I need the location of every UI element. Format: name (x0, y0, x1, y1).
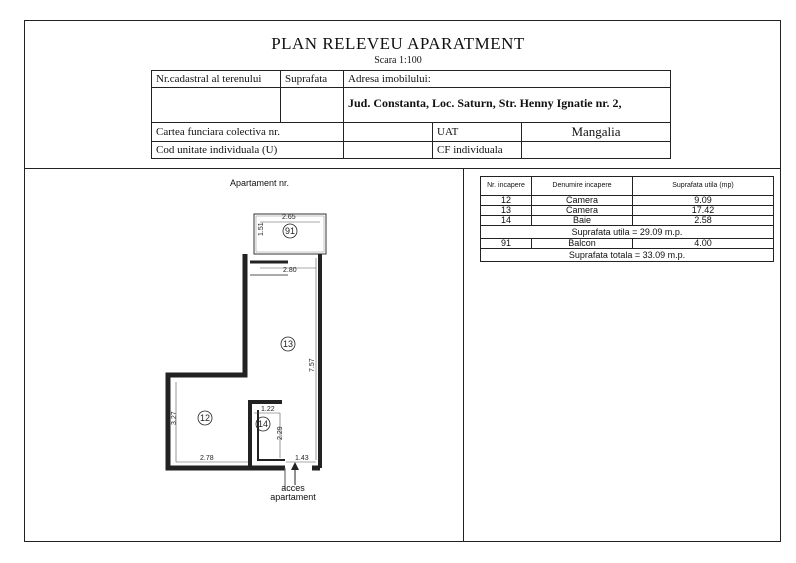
room-label-13: 13 (283, 339, 294, 349)
room-label-91: 91 (285, 226, 296, 236)
dim-label-757: 7.57 (309, 358, 316, 372)
cell-area: 17.42 (633, 206, 774, 216)
uat-label: UAT (433, 123, 522, 142)
col-header-name: Denumire incapere (532, 177, 633, 196)
room-label-12: 12 (200, 413, 211, 423)
col-header-nr: Nr. incapere (481, 177, 532, 196)
room-table-header (481, 177, 774, 196)
col-header-area: Suprafata utila (mp) (633, 177, 774, 196)
cell-nr: 12 (481, 196, 532, 206)
page-title: PLAN RELEVEU APARATMENT (271, 34, 525, 53)
dim-label-229: 2.29 (277, 426, 284, 440)
dim-label-278: 2.78 (200, 455, 214, 462)
dim-label-265: 2.65 (282, 214, 296, 221)
uat-value: Mangalia (522, 123, 671, 142)
cell-nr: 14 (481, 216, 532, 226)
cell-area: 9.09 (633, 196, 774, 206)
table-row (481, 216, 774, 226)
table-row (481, 239, 774, 249)
dim-label-143: 1.43 (295, 455, 309, 462)
dim-label-151: 1.51 (258, 222, 265, 236)
table-row (481, 206, 774, 216)
cell-name: Baie (532, 216, 633, 226)
table-row (481, 196, 774, 206)
cell-nr: 91 (481, 239, 532, 249)
dim-label-327: 3.27 (171, 411, 178, 425)
access-label (268, 484, 318, 502)
dim-label-280: 2.80 (283, 267, 297, 274)
room-areas-table (480, 176, 774, 262)
cell-area: 4.00 (633, 239, 774, 249)
cell-name: Balcon (532, 239, 633, 249)
cell-name: Camera (532, 206, 633, 216)
total-text: Suprafata totala = 33.09 m.p. (481, 249, 774, 262)
cell-name: Camera (532, 196, 633, 206)
cod-unitate-label: Cod unitate individuala (U) (152, 142, 344, 159)
total-row (481, 249, 774, 262)
access-label-line-2: apartament (270, 492, 316, 502)
suprafata-label: Suprafata (281, 71, 344, 88)
nr-cadastral-label: Nr.cadastral al terenului (152, 71, 281, 88)
plan-heading: Apartament nr. (230, 178, 290, 188)
room-label-14: 14 (258, 419, 269, 429)
cf-individuala-label: CF individuala (433, 142, 522, 159)
dim-label-122: 1.22 (261, 406, 275, 413)
cell-area: 2.58 (633, 216, 774, 226)
carte-funciara-label: Cartea funciara colectiva nr. (152, 123, 344, 142)
scale-label: Scara 1:100 (374, 55, 422, 66)
adresa-label: Adresa imobilului: (344, 71, 671, 88)
cell-nr: 13 (481, 206, 532, 216)
subtotal-row (481, 226, 774, 239)
access-label-line-1: acces (281, 483, 305, 493)
subtotal-text: Suprafata utila = 29.09 m.p. (481, 226, 774, 239)
adresa-value: Jud. Constanta, Loc. Saturn, Str. Henny Ignatie nr. 2, (344, 88, 671, 123)
wall-outer-left (168, 254, 320, 468)
